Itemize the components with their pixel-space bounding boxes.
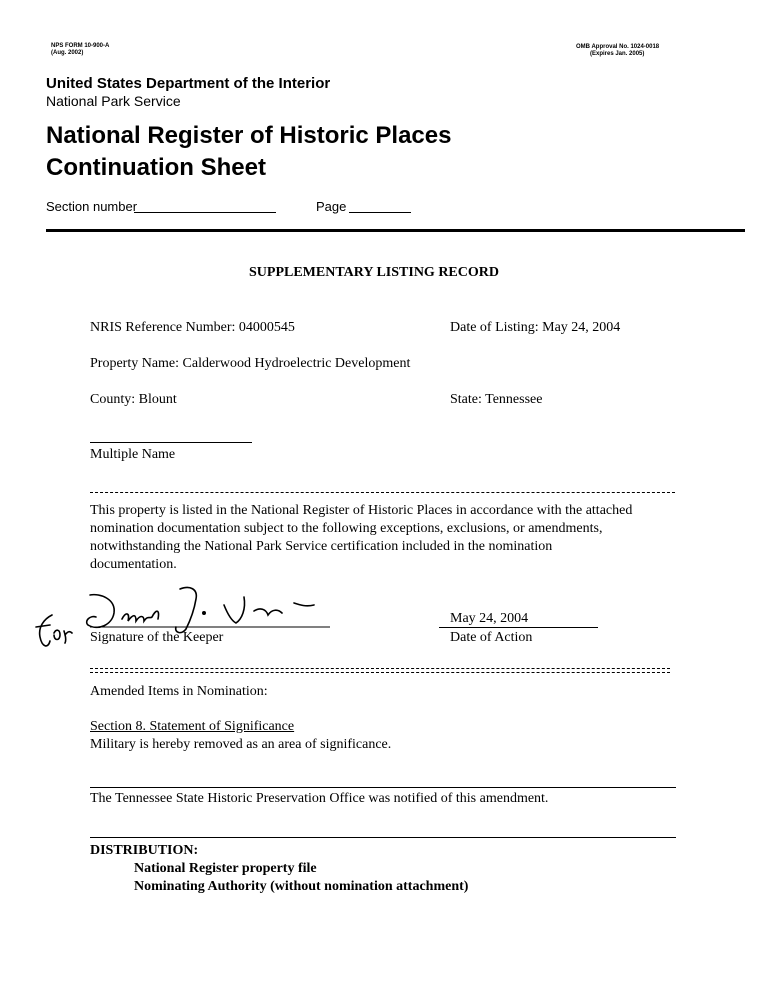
statement-line: nomination documentation subject to the following exceptions, exclusions, or amendments, [90, 521, 603, 536]
dashed-divider [90, 492, 675, 493]
distribution-item: National Register property file [134, 861, 317, 876]
department-name: United States Department of the Interior [46, 75, 331, 92]
statement-line: notwithstanding the National Park Service certification included in the nomination [90, 539, 553, 554]
statement-line: documentation. [90, 557, 177, 572]
shpo-notification: The Tennessee State Historic Preservation Office was notified of this amendment. [90, 791, 549, 806]
header-divider [46, 229, 745, 232]
notification-divider [90, 787, 676, 788]
date-of-action-label: Date of Action [450, 630, 533, 645]
signature-initial-d [87, 595, 114, 628]
agency-name: National Park Service [46, 93, 181, 109]
distribution-divider [90, 837, 676, 838]
listing-statement [90, 502, 690, 574]
action-date: May 24, 2004 [450, 611, 529, 626]
distribution-heading: DISTRIBUTION: [90, 843, 199, 858]
page-title: National Register of Historic Places [46, 122, 452, 149]
amended-items-heading: Amended Items in Nomination: [90, 684, 268, 699]
record-heading: SUPPLEMENTARY LISTING RECORD [249, 265, 499, 280]
action-date-line [439, 627, 598, 628]
signature-label: Signature of the Keeper [90, 630, 224, 645]
signature-initial-v [224, 597, 245, 623]
date-of-listing: Date of Listing: May 24, 2004 [450, 320, 621, 335]
amended-section-title: Section 8. Statement of Significance [90, 719, 295, 734]
page-field[interactable] [349, 212, 411, 213]
double-divider-bottom [90, 672, 670, 673]
section-number-label: Section number [46, 199, 138, 214]
state: State: Tennessee [450, 392, 543, 407]
double-divider-top [90, 668, 670, 669]
distribution-item: Nominating Authority (without nomination attachment) [134, 879, 469, 894]
multiple-name-line [90, 442, 252, 443]
property-name: Property Name: Calderwood Hydroelectric Development [90, 356, 411, 371]
county: County: Blount [90, 392, 177, 407]
amended-section-text: Military is hereby removed as an area of significance. [90, 737, 392, 752]
statement-line: This property is listed in the National Register of Historic Places in accordance with the attached [90, 503, 633, 518]
omb-expires: (Expires Jan. 2005) [590, 51, 645, 57]
multiple-name-label: Multiple Name [90, 447, 176, 462]
section-number-field[interactable] [134, 212, 276, 213]
handwritten-for-mark [36, 615, 52, 646]
omb-approval: OMB Approval No. 1024-0018 [576, 44, 660, 50]
page-label: Page [316, 199, 347, 214]
form-number: NPS FORM 10-900-A [51, 43, 110, 49]
page-subtitle: Continuation Sheet [46, 154, 266, 181]
signature-initial-j [176, 587, 197, 632]
form-date: (Aug. 2002) [51, 50, 84, 56]
nris-reference: NRIS Reference Number: 04000545 [90, 320, 295, 335]
